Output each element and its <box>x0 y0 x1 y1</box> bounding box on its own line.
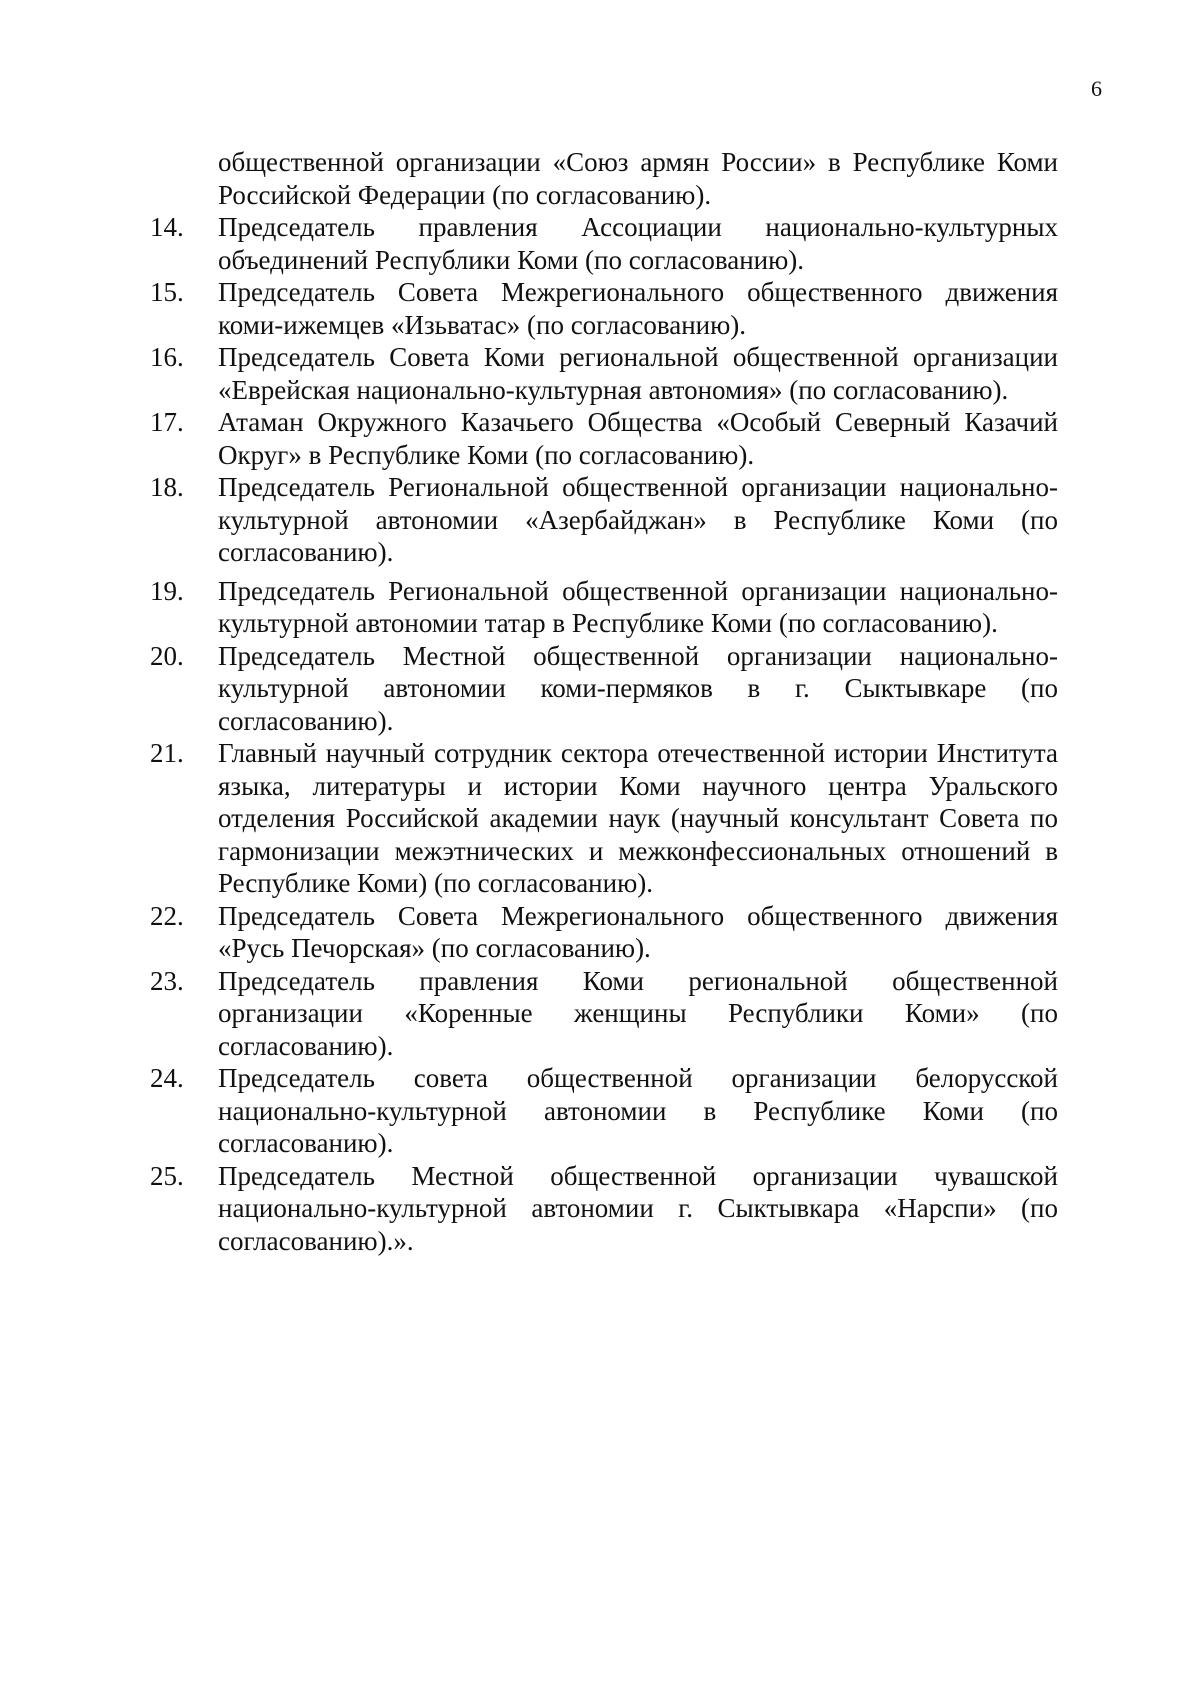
item-number: 16. <box>150 342 184 372</box>
item-text: Председатель Совета Коми региональной общественной организации «Еврейская национально-культурная автономия» (по согласованию). <box>218 342 1058 405</box>
item-number: 20. <box>150 640 184 671</box>
list-item-23 <box>150 965 1058 1063</box>
item-text: Атаман Окружного Казачьего Общества «Особый Северный Казачий Округ» в Республике Коми (по согласованию). <box>218 407 1058 470</box>
item-number: 15. <box>150 277 184 307</box>
list-item-25 <box>150 1160 1058 1258</box>
item-number: 22. <box>150 900 184 931</box>
item-text: Председатель Совета Межрегионального общественного движения «Русь Печорская» (по согласованию). <box>218 900 1058 963</box>
list-item-continuation <box>150 146 1058 211</box>
item-number: 18. <box>150 472 184 502</box>
item-number: 17. <box>150 407 184 437</box>
page-number: 6 <box>1091 76 1102 101</box>
list-item-22 <box>150 900 1058 965</box>
item-text: Главный научный сотрудник сектора отечественной истории Института языка, литературы и истории Коми научного центра Уральского отделения Российской академии наук (научный консультант Совета по гармонизации межэтнических и межконфессиональных отношений в Республике Коми) (по согласованию). <box>218 738 1058 898</box>
item-number: 24. <box>150 1063 184 1093</box>
item-text: Председатель совета общественной организации белорусской национально-культурной автономии в Республике Коми (по согласованию). <box>218 1063 1058 1158</box>
document-body <box>150 146 1058 1257</box>
item-number: 25. <box>150 1160 184 1191</box>
list-item-20 <box>150 640 1058 738</box>
item-text: Председатель Региональной общественной организации национально-культурной автономии «Азербайджан» в Республике Коми (по согласованию). <box>218 472 1058 567</box>
item-text: Председатель Местной общественной организации национально-культурной автономии коми-пермяков в г. Сыктывкаре (по согласованию). <box>218 640 1058 736</box>
item-text: общественной организации «Союз армян России» в Республике Коми Российской Федерации (по согласованию). <box>218 147 1058 210</box>
list-item-24 <box>150 1062 1058 1160</box>
list-item-18 <box>150 471 1058 569</box>
list-item-16 <box>150 341 1058 406</box>
list-item-15 <box>150 276 1058 341</box>
item-text: Председатель Региональной общественной организации национально-культурной автономии татар в Республике Коми (по согласованию). <box>218 575 1058 638</box>
list-item-19 <box>150 575 1058 640</box>
item-number: 19. <box>150 575 184 606</box>
list-item-17 <box>150 406 1058 471</box>
item-text: Председатель правления Коми региональной общественной организации «Коренные женщины Республики Коми» (по согласованию). <box>218 965 1058 1061</box>
item-number: 21. <box>150 738 184 768</box>
item-text: Председатель Совета Межрегионального общественного движения коми-ижемцев «Изьватас» (по согласованию). <box>218 277 1058 340</box>
item-text: Председатель Местной общественной организации чувашской национально-культурной автономии г. Сыктывкара «Нарспи» (по согласованию).». <box>218 1160 1058 1256</box>
item-number: 23. <box>150 965 184 996</box>
list-item-21 <box>150 737 1058 900</box>
list-item-14 <box>150 211 1058 276</box>
item-number: 14. <box>150 212 184 242</box>
item-text: Председатель правления Ассоциации национально-культурных объединений Республики Коми (по согласованию). <box>218 212 1058 275</box>
